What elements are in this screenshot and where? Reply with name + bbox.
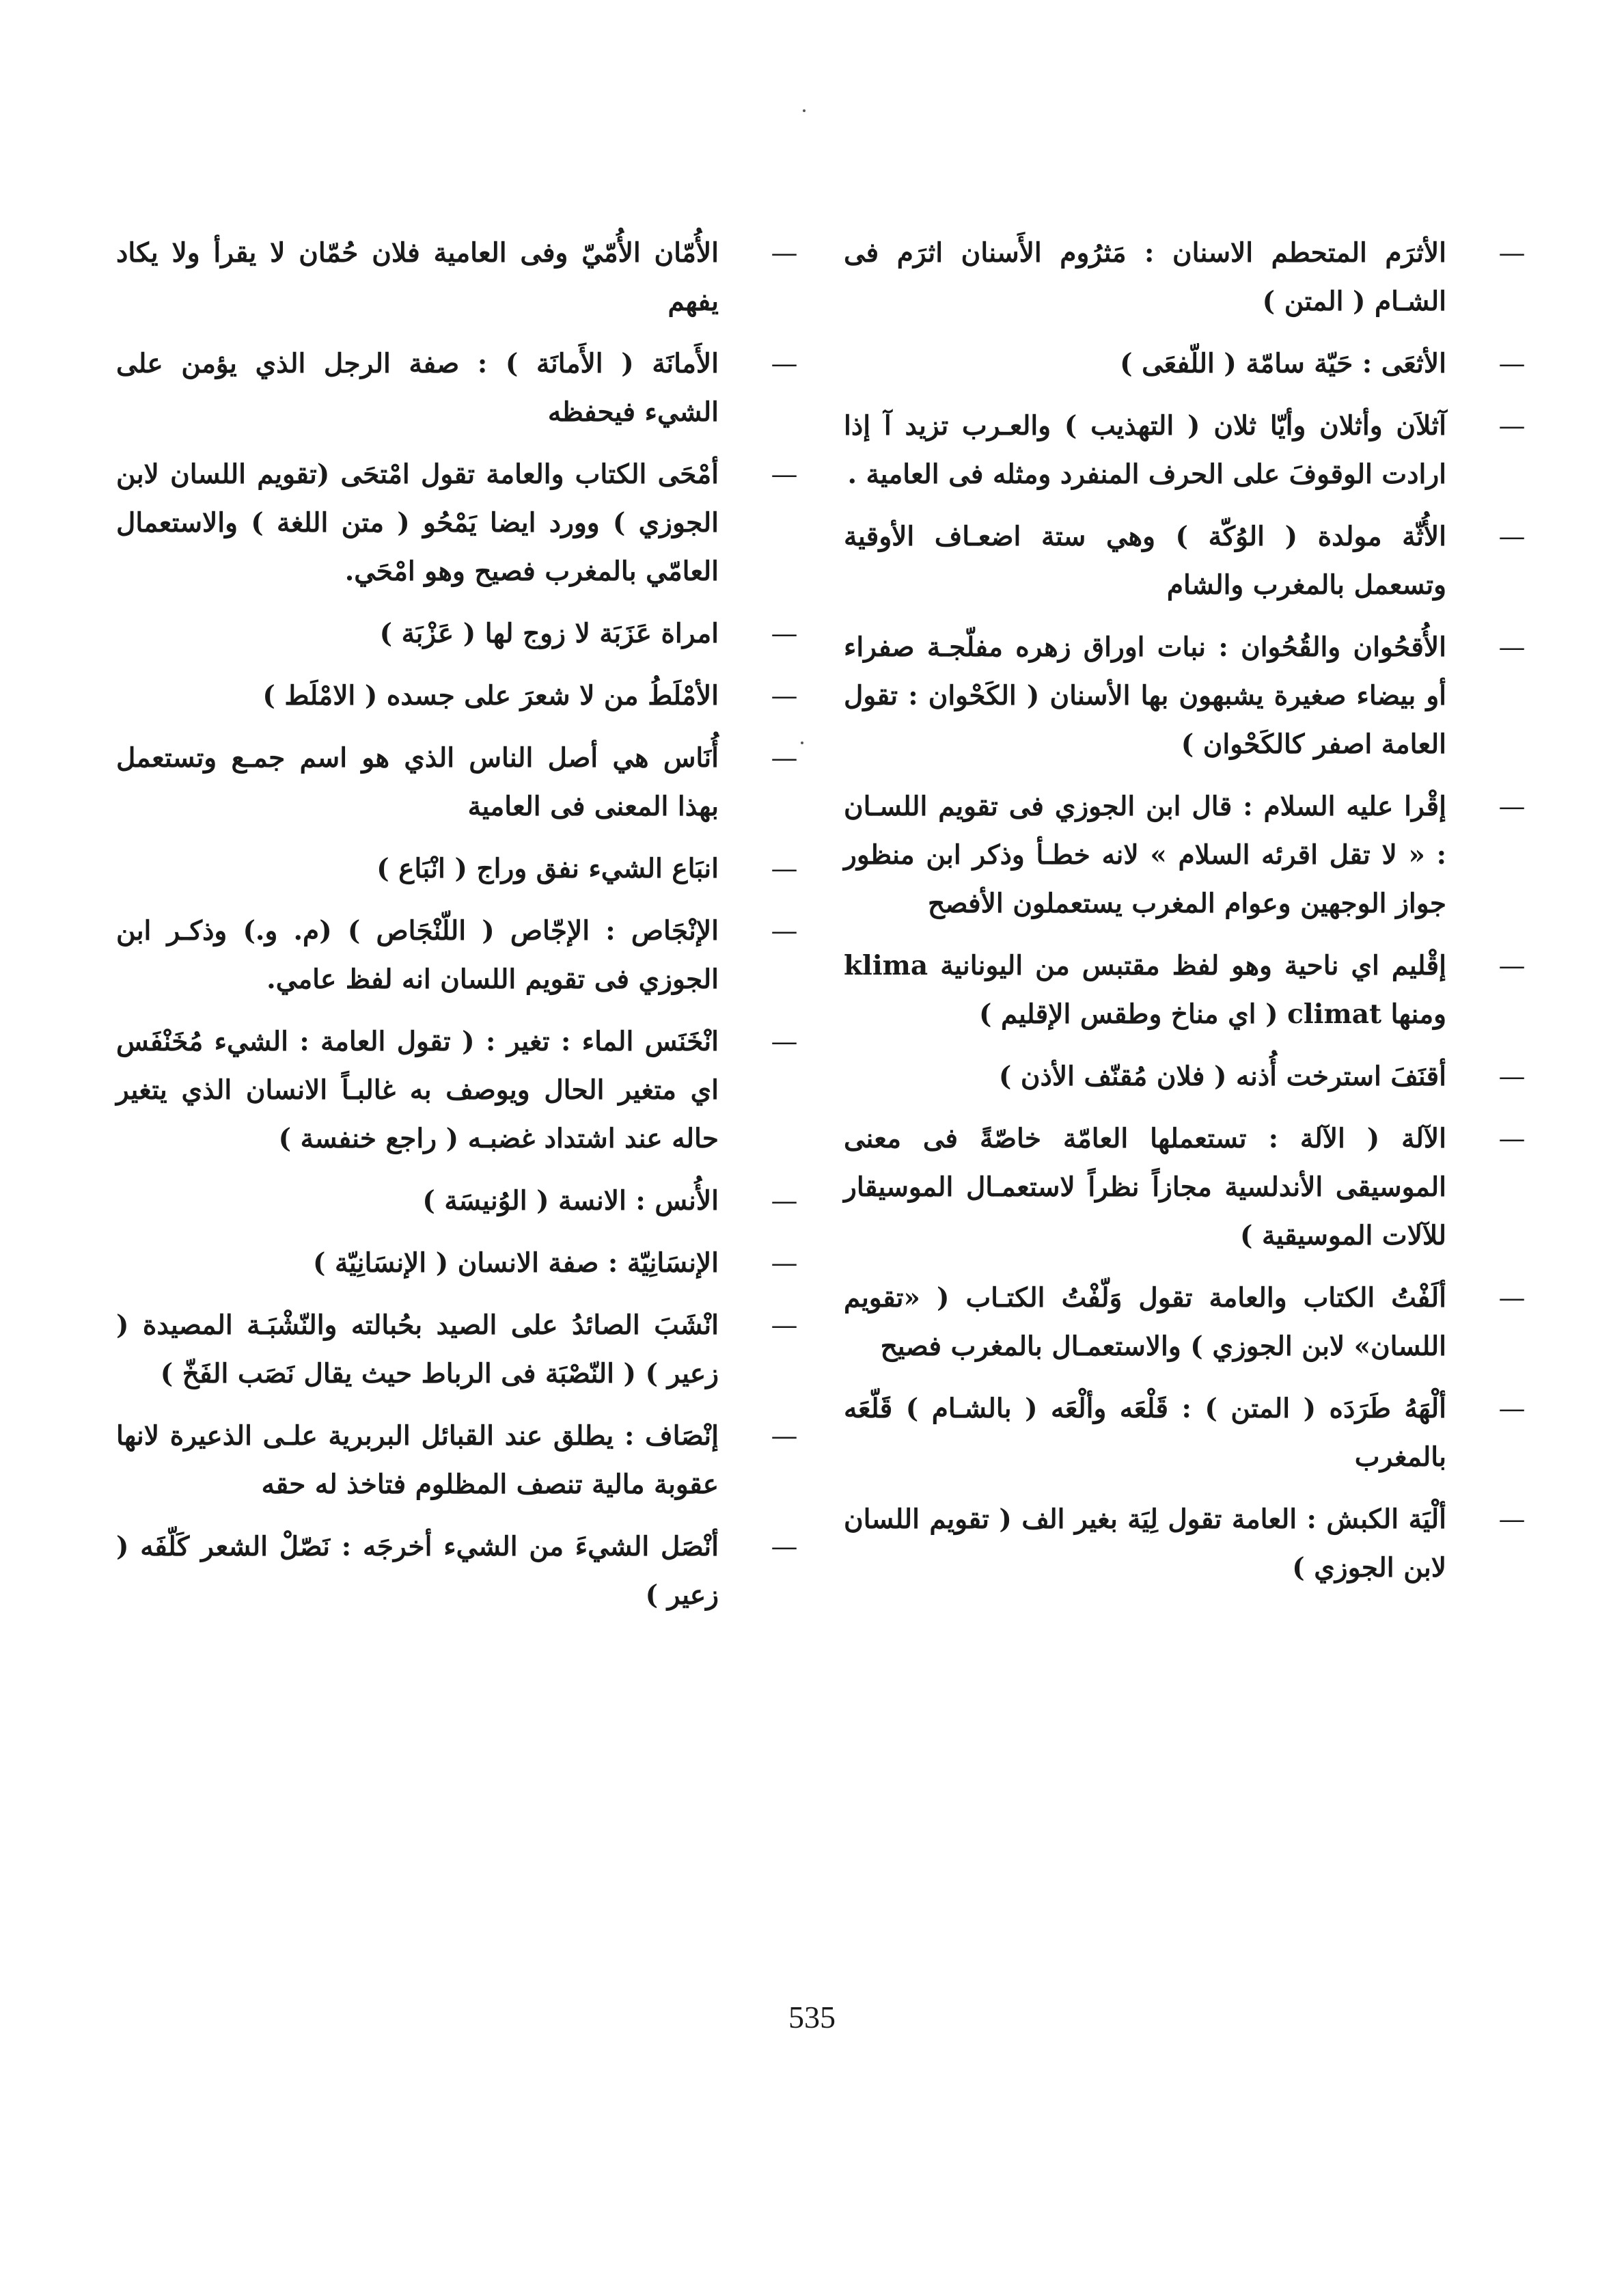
entry-text: أمْحَى الكتاب والعامة تقول امْتحَى (تقويم اللسان لابن الجوزي ) وورد ايضا يَمْحُو ( متن اللغة ) والاستعمال العامّي بالمغرب فصيح وهو امْحَي. [116, 459, 719, 587]
dictionary-entry [116, 1301, 806, 1398]
entry-dash: — [1498, 1124, 1526, 1154]
dictionary-entry [844, 783, 1534, 928]
entry-text: أقنَفَ استرخت أُذنه ( فلان مُقنّف الأذن ) [998, 1061, 1446, 1092]
dictionary-entry [844, 1052, 1534, 1101]
dictionary-entry [116, 1018, 806, 1163]
entry-text: انْخَنَس الماء : تغير : ( تقول العامة : الشيء مُخَنْفَس اي متغير الحال ويوصف به غالبـاً الانسان الذي يتغير حاله عند اشتداد غضبـه ( راجع خنفسة ) [116, 1026, 719, 1154]
entry-text: الأثرَم المتحطم الاسنان : مَثرُوم الأَسنان اثرَم فى الشـام ( المتن ) [844, 237, 1446, 317]
entry-dash: — [771, 916, 798, 947]
dictionary-entry [844, 1385, 1534, 1482]
entry-text: انْشَبَ الصائدُ على الصيد بحُبالته والنّشْبَـة المصيدة ( زعير ) ( النّصْبَة فى الرباط حيث يقال نَصَب الفَخّ ) [116, 1309, 719, 1389]
entry-text: الأُنس : الانسة ( الوُنيسَة ) [422, 1185, 719, 1216]
dictionary-entry [116, 340, 806, 437]
entry-text: إقْرا عليه السلام : قال ابن الجوزي فى تقويم اللسـان : « لا تقل اقرئه السلام » لانه خطـأ وذكر ابن منظور جواز الوجهين وعوام المغرب يستعملون الأفصح [844, 791, 1446, 919]
entry-text: أُنَاس هي أصل الناس الذي هو اسم جمـع وتستعمل بهذا المعنى فى العامية [116, 742, 719, 822]
dictionary-entry [844, 402, 1534, 499]
dictionary-entry [844, 1495, 1534, 1592]
entry-dash: — [1498, 1393, 1526, 1424]
entry-dash: — [771, 854, 798, 884]
dictionary-entry [844, 623, 1534, 769]
dictionary-entry [844, 340, 1534, 388]
entry-text: آثلاَن وأثلان وأيّا ثلان ( التهذيب ) والعـرب تزيد آ إذا ارادت الوقوفَ على الحرف المنفرد ومثله فى العامية . [844, 410, 1446, 490]
entry-dash: — [771, 618, 798, 649]
entry-dash: — [771, 349, 798, 379]
entry-dash: — [1498, 521, 1526, 552]
entry-text: ألَفْتُ الكتاب والعامة تقول وَلّفْتُ الكتـاب ( «تقويم اللسان» لابن الجوزي ) والاستعمـال بالمغرب فصيح [844, 1282, 1446, 1362]
entry-dash: — [771, 1421, 798, 1452]
entry-text: إنْصَاف : يطلق عند القبائل البربرية علـى الذعيرة لانها عقوبة مالية تنصف المظلوم فتاخذ له حقه [116, 1420, 719, 1500]
dictionary-entry [116, 1412, 806, 1509]
dictionary-entry [844, 229, 1534, 326]
entry-dash: — [771, 681, 798, 711]
dictionary-entry [116, 229, 806, 326]
entry-dash: — [771, 1248, 798, 1279]
entry-text: الإنْجَاص : الإجّاص ( اللّنْجَاص ) (م. و.) وذكـر ابن الجوزي فى تقويم اللسان انه لفظ عامي. [116, 915, 719, 995]
right-column [844, 229, 1534, 1606]
entry-dash: — [771, 238, 798, 269]
dictionary-entry [116, 907, 806, 1004]
scan-speck [801, 742, 803, 744]
entry-text: امراة عَزَبَة لا زوج لها ( عَزْبَة ) [379, 618, 719, 649]
dictionary-entry [116, 1177, 806, 1225]
dictionary-entry [844, 1115, 1534, 1260]
entry-text: أنْصَل الشيءَ من الشيء أخرجَه : نَصّلْ الشعر كَلّفَه ( زعير ) [116, 1531, 719, 1611]
entry-text: الأُثّة مولدة ( الوُكّة ) وهي ستة اضعـاف الأوقية وتسعمل بالمغرب والشام [844, 521, 1446, 601]
entry-dash: — [771, 1532, 798, 1562]
entry-dash: — [1498, 1061, 1526, 1092]
entry-dash: — [1498, 349, 1526, 379]
left-column [116, 229, 806, 1633]
entry-text: إقْليم اي ناحية وهو لفظ مقتبس من اليونانية klima ومنها climat ( اي مناخ وطقس الإقليم ) [844, 950, 1446, 1030]
entry-dash: — [1498, 1504, 1526, 1535]
entry-dash: — [771, 1310, 798, 1341]
entry-dash: — [1498, 791, 1526, 822]
entry-text: الأُمّان الأُمّيّ وفى العامية فلان حُمّان لا يقرأ ولا يكاد يفهم [116, 237, 719, 317]
entry-text: الإنسَانِيّة : صفة الانسان ( الإنسَانِيّة ) [312, 1247, 719, 1279]
dictionary-entry [116, 450, 806, 596]
entry-dash: — [771, 743, 798, 774]
entry-dash: — [1498, 632, 1526, 663]
dictionary-entry [844, 513, 1534, 610]
dictionary-entry [116, 1239, 806, 1288]
entry-text: ألْيَة الكبش : العامة تقول لِيَة بغير الف ( تقويم اللسان لابن الجوزي ) [844, 1504, 1446, 1583]
dictionary-entry [116, 734, 806, 831]
dictionary-entry [116, 1523, 806, 1620]
entry-text: الأُقحُوان والقُحُوان : نبات اوراق زهره مفلّجـة صفراء أو بيضاء صغيرة يشبهون بها الأسنان ( الكَحْوان : تقول العامة اصفر كالكَحْوان ) [844, 631, 1446, 760]
entry-text: الأثعَى : حَيّة سامّة ( اللّفعَى ) [1120, 348, 1446, 379]
dictionary-entry [116, 845, 806, 893]
entry-text: الأَمانَة ( الأَمانَة ) : صفة الرجل الذي يؤمن على الشيء فيحفظه [116, 348, 719, 428]
entry-text: انبَاع الشيء نفق وراج ( انْبَاع ) [376, 853, 719, 884]
dictionary-entry [116, 672, 806, 720]
entry-dash: — [1498, 951, 1526, 981]
entry-text: الأمْلَطُ من لا شعرَ على جسده ( الامْلَط ) [262, 680, 719, 711]
page-number: 535 [788, 2000, 836, 2035]
entry-dash: — [771, 1027, 798, 1057]
entry-dash: — [771, 1186, 798, 1216]
entry-text: ألْهَهُ طَرَدَه ( المتن ) : قَلْعَه وألْعَه ( بالشـام ) قَلّعَه بالمغرب [844, 1393, 1446, 1473]
entry-dash: — [1498, 238, 1526, 269]
entry-text: الآلة ( الآلة : تستعملها العامّة خاصّةً فى معنى الموسيقى الأندلسية مجازاً نظراً لاستعمـال الموسيقار للآلات الموسيقية ) [844, 1123, 1446, 1251]
entry-dash: — [771, 459, 798, 490]
entry-dash: — [1498, 411, 1526, 441]
scan-speck [803, 109, 806, 112]
dictionary-entry [116, 610, 806, 658]
dictionary-entry [844, 942, 1534, 1039]
entry-dash: — [1498, 1283, 1526, 1314]
dictionary-entry [844, 1274, 1534, 1371]
